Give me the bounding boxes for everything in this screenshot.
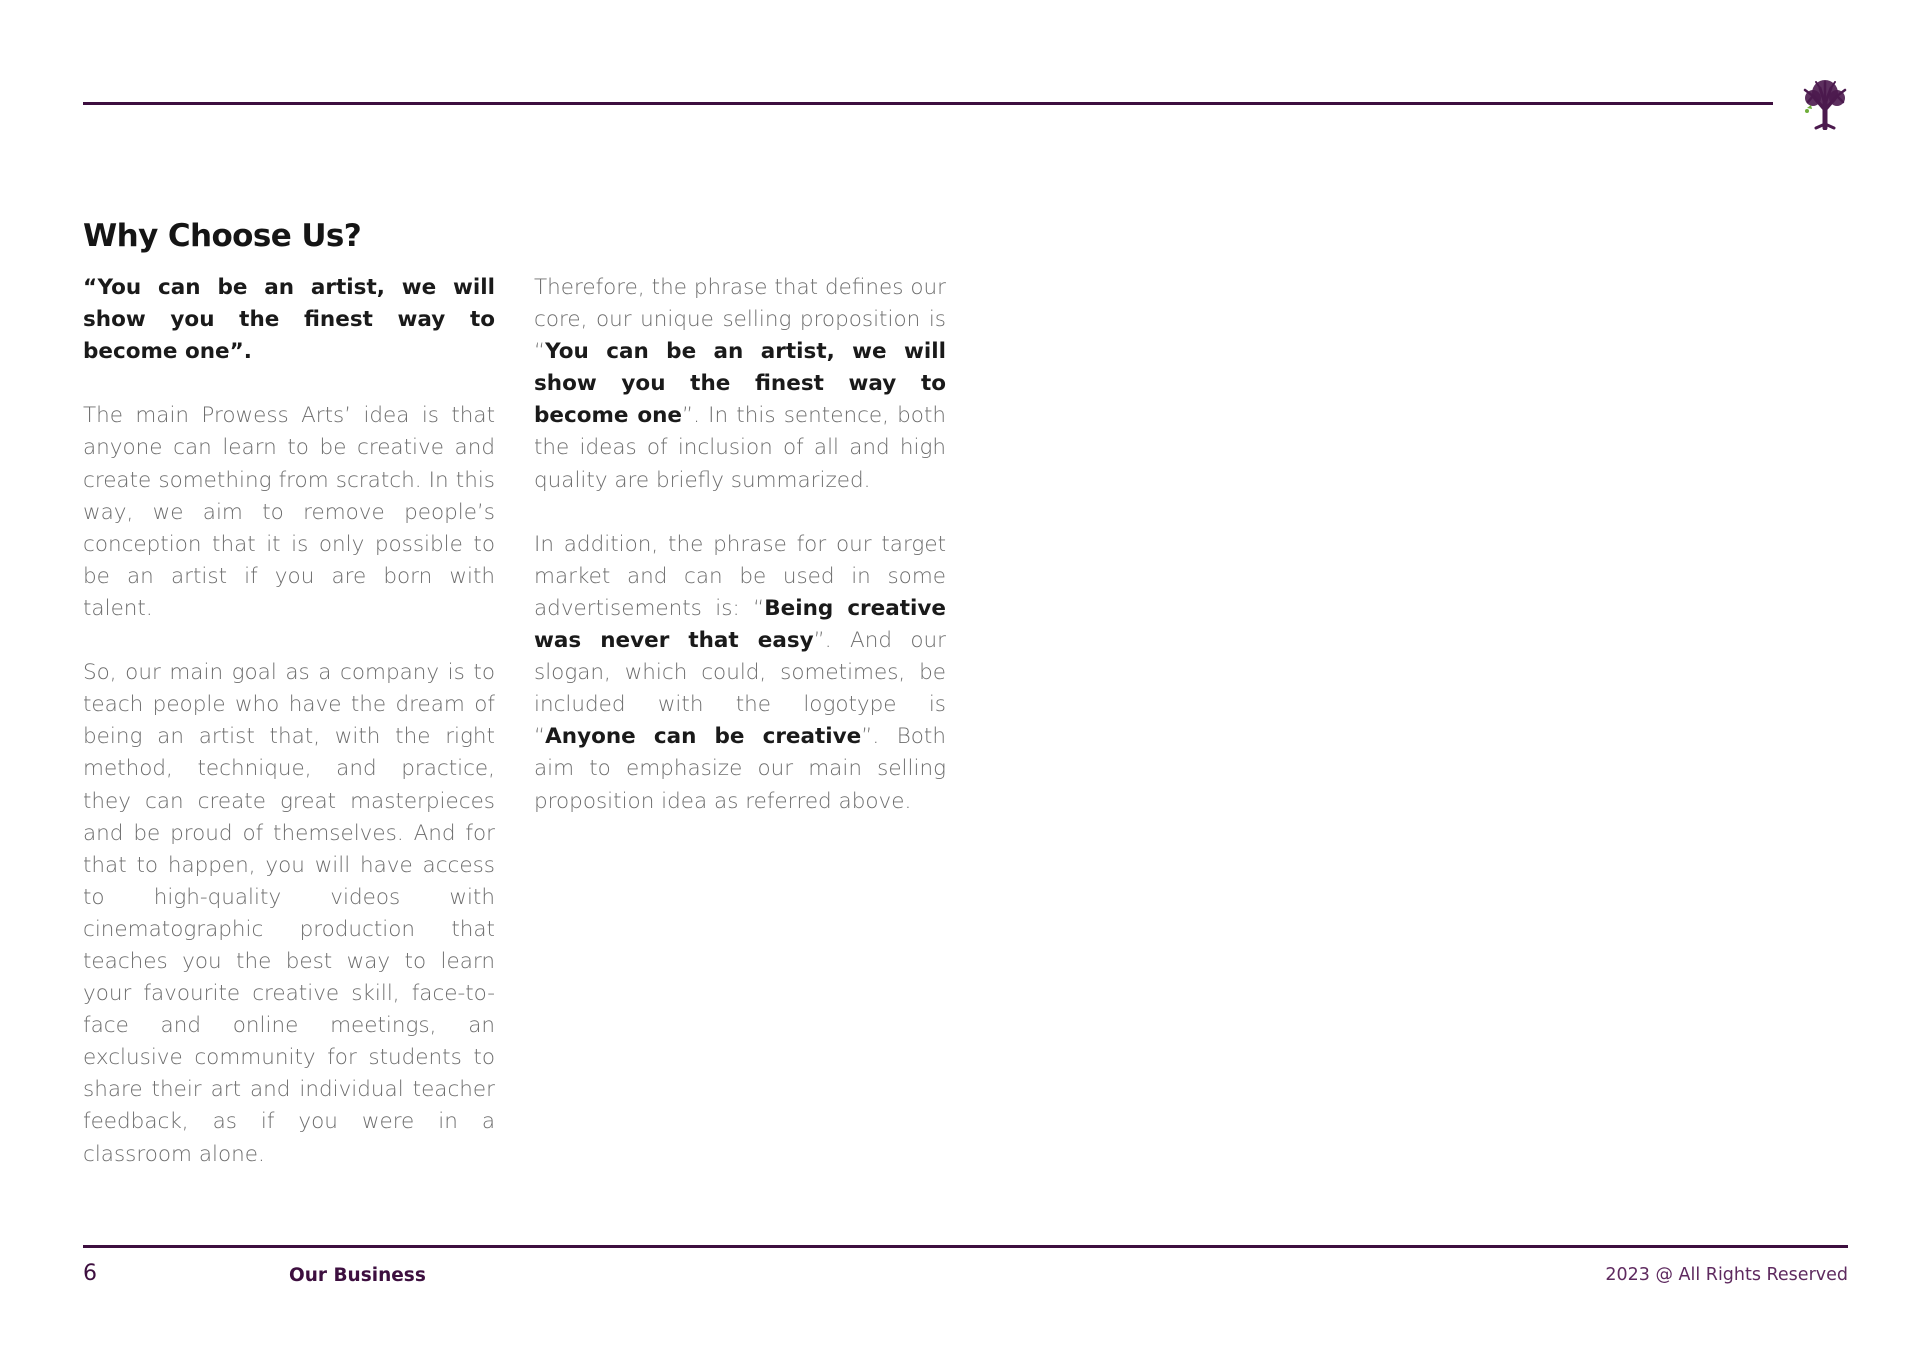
tree-logo-icon: [1800, 78, 1850, 130]
ad-phrase: Being creative was never that easy: [534, 595, 946, 654]
usp-text-lead: Therefore, the phrase that defines our core, our unique selling proposition is “: [534, 275, 946, 365]
paragraph-main-goal: So, our main goal as a company is to teach people who have the dream of being an artist that, with the right method, technique, and practice, they can create great masterpieces and be proud of themselves. And for that to happen, you will have access to high-quality videos with cinematographic production that teaches you the best way to learn your favourite creative skill, face-to-face and online meetings, an exclusive community for students to share their art and individual teacher feedback, as if you were in a classroom alone.: [83, 660, 495, 1167]
page-heading: Why Choose Us?: [83, 218, 362, 254]
right-column: [534, 272, 946, 850]
header-rule: [83, 102, 1773, 105]
paragraph-main-idea: The main Prowess Arts’ idea is that anyone can learn to be creative and create something from scratch. In this way, we aim to remove people’s conception that it is only possible to be an artist if you are born with talent.: [83, 403, 495, 621]
left-column: [83, 272, 495, 1203]
paragraph-slogan: [534, 529, 946, 818]
footer-rule: [83, 1245, 1848, 1248]
usp-text-tail: ”. In this sentence, both the ideas of inclusion of all and high quality are briefly summarized.: [534, 403, 946, 493]
footer-section-title: Our Business: [289, 1265, 426, 1286]
tagline-quote: “You can be an artist, we will show you the finest way to become one”.: [83, 275, 495, 365]
slogan-text-middle: ”. And our slogan, which could, sometimes, be included with the logotype is “: [534, 628, 947, 750]
slogan-phrase: Anyone can be creative: [545, 724, 862, 750]
page-number: 6: [83, 1261, 97, 1286]
footer-copyright: 2023 @ All Rights Reserved: [1605, 1265, 1848, 1285]
slogan-text-lead: In addition, the phrase for our target market and can be used in some advertisements is: “: [534, 531, 946, 621]
slogan-text-tail: ”. Both aim to emphasize our main selling proposition idea as referred above.: [534, 724, 946, 814]
paragraph-usp: [534, 272, 946, 497]
usp-phrase: You can be an artist, we will show you the finest way to become one: [534, 339, 946, 429]
